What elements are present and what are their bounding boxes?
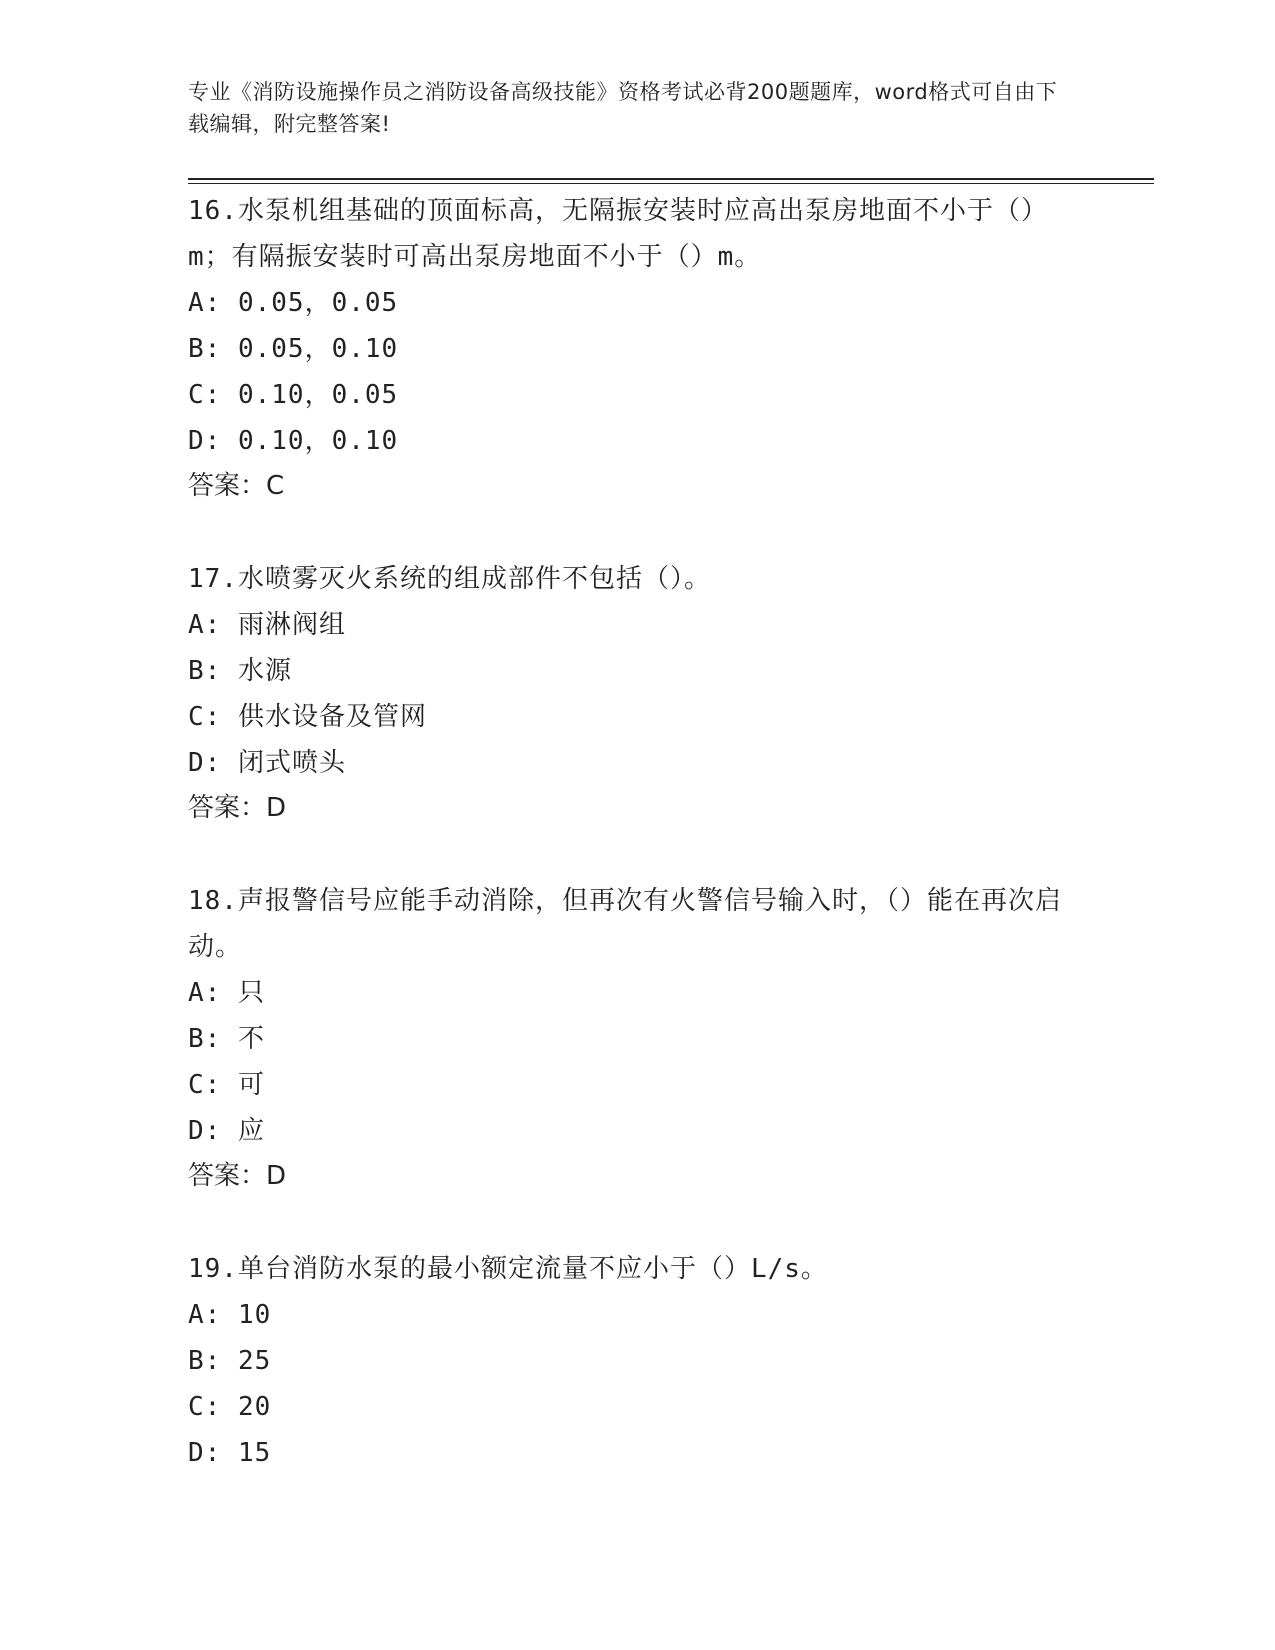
option-a: A: 只 [188, 978, 265, 1008]
question-text: 16.水泵机组基础的顶面标高，无隔振安装时应高出泵房地面不小于（）m；有隔振安装时可高出泵房地面不小于（）m。 [188, 196, 1048, 272]
option-c: C: 供水设备及管网 [188, 702, 427, 732]
option-a: A: 0.05，0.05 [188, 288, 399, 318]
question-19 [188, 1246, 1088, 1476]
option-c: C: 可 [188, 1070, 265, 1100]
option-b: B: 水源 [188, 656, 292, 686]
spacer [188, 1198, 1088, 1246]
question-text: 17.水喷雾灭火系统的组成部件不包括（）。 [188, 564, 711, 594]
answer-line: 答案：D [188, 1161, 287, 1191]
answer-line: 答案：C [188, 471, 285, 501]
question-list [188, 188, 1088, 1476]
question-text: 19.单台消防水泵的最小额定流量不应小于（）L/s。 [188, 1254, 828, 1284]
spacer [188, 830, 1088, 878]
question-text: 18.声报警信号应能手动消除，但再次有火警信号输入时，（）能在再次启动。 [188, 886, 1062, 962]
header-divider-thin [188, 183, 1154, 184]
option-b: B: 不 [188, 1024, 265, 1054]
option-a: A: 雨淋阀组 [188, 610, 346, 640]
answer-line: 答案：D [188, 793, 287, 823]
option-d: D: 15 [188, 1438, 272, 1468]
option-b: B: 25 [188, 1346, 272, 1376]
option-d: D: 0.10，0.10 [188, 426, 399, 456]
option-a: A: 10 [188, 1300, 272, 1330]
header-divider-thick [188, 178, 1154, 180]
option-b: B: 0.05，0.10 [188, 334, 399, 364]
option-c: C: 0.10，0.05 [188, 380, 399, 410]
question-16 [188, 188, 1088, 508]
question-17 [188, 556, 1088, 830]
option-d: D: 应 [188, 1116, 265, 1146]
option-d: D: 闭式喷头 [188, 748, 346, 778]
option-c: C: 20 [188, 1392, 272, 1422]
question-18 [188, 878, 1088, 1198]
document-intro: 专业《消防设施操作员之消防设备高级技能》资格考试必背200题题库，word格式可自由下载编辑，附完整答案! [188, 80, 1058, 136]
spacer [188, 508, 1088, 556]
